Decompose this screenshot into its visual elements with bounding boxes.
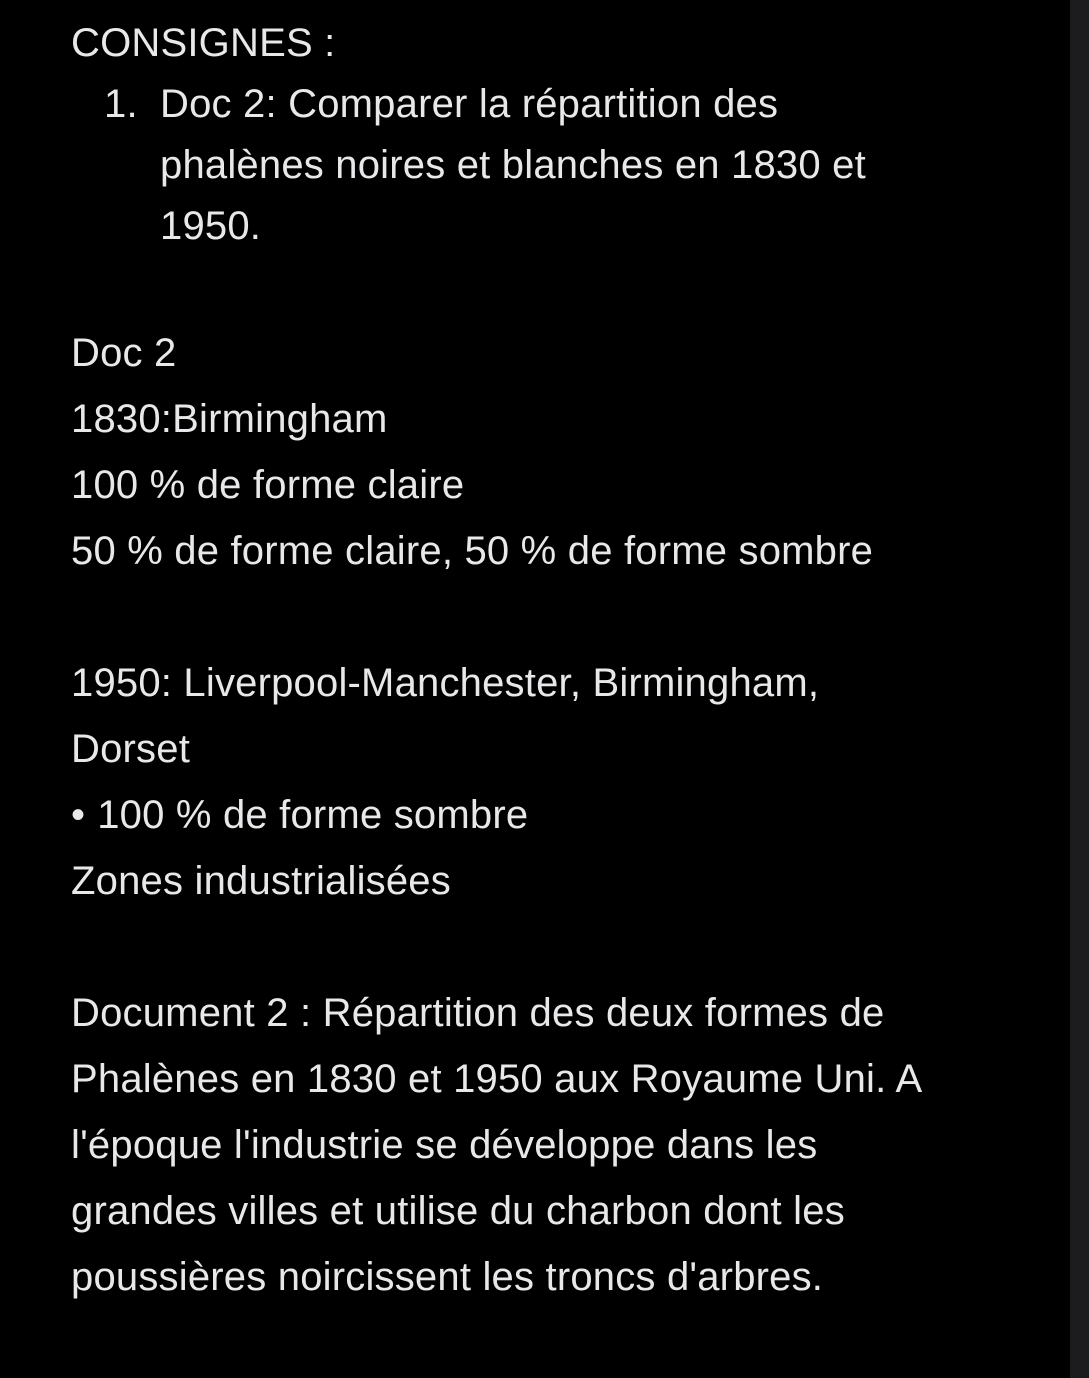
- doc-line-1950: 1950: Liverpool-Manchester, Birmingham,: [71, 661, 820, 705]
- doc-title: Doc 2: [71, 331, 177, 375]
- side-scroll-bar[interactable]: [1070, 0, 1089, 1378]
- consigne-line: phalènes noires et blanches en 1830 et: [160, 143, 866, 187]
- consigne-item: [71, 74, 1031, 257]
- bullet-icon: •: [71, 793, 86, 837]
- consigne-number: 1.: [104, 82, 138, 126]
- doc-line-dorset: Dorset: [71, 727, 191, 771]
- blank-line: [71, 914, 1031, 980]
- caption-line: Phalènes en 1830 et 1950 aux Royaume Uni. A: [71, 1057, 923, 1101]
- caption-line: grandes villes et utilise du charbon dont les: [71, 1189, 845, 1233]
- consigne-line: 1950.: [160, 204, 262, 248]
- caption-line: l'époque l'industrie se développe dans les: [71, 1123, 818, 1167]
- doc-line-zones: Zones industrialisées: [71, 859, 451, 903]
- doc-line-mix: 50 % de forme claire, 50 % de forme sombre: [71, 529, 874, 573]
- caption-line: Document 2 : Répartition des deux formes de: [71, 991, 885, 1035]
- doc-line-sombre: [71, 782, 1031, 848]
- doc-line-1830: 1830:Birmingham: [71, 397, 388, 441]
- doc-line-claire: 100 % de forme claire: [71, 463, 465, 507]
- consignes-heading: CONSIGNES :: [71, 21, 336, 65]
- consigne-line: Doc 2: Comparer la répartition des: [160, 82, 779, 126]
- blank-line: [71, 257, 1031, 320]
- blank-line: [71, 584, 1031, 650]
- doc-line-sombre-text: 100 % de forme sombre: [97, 793, 529, 837]
- caption-line: poussières noircissent les troncs d'arbres.: [71, 1255, 824, 1299]
- note-body[interactable]: [71, 0, 1031, 1310]
